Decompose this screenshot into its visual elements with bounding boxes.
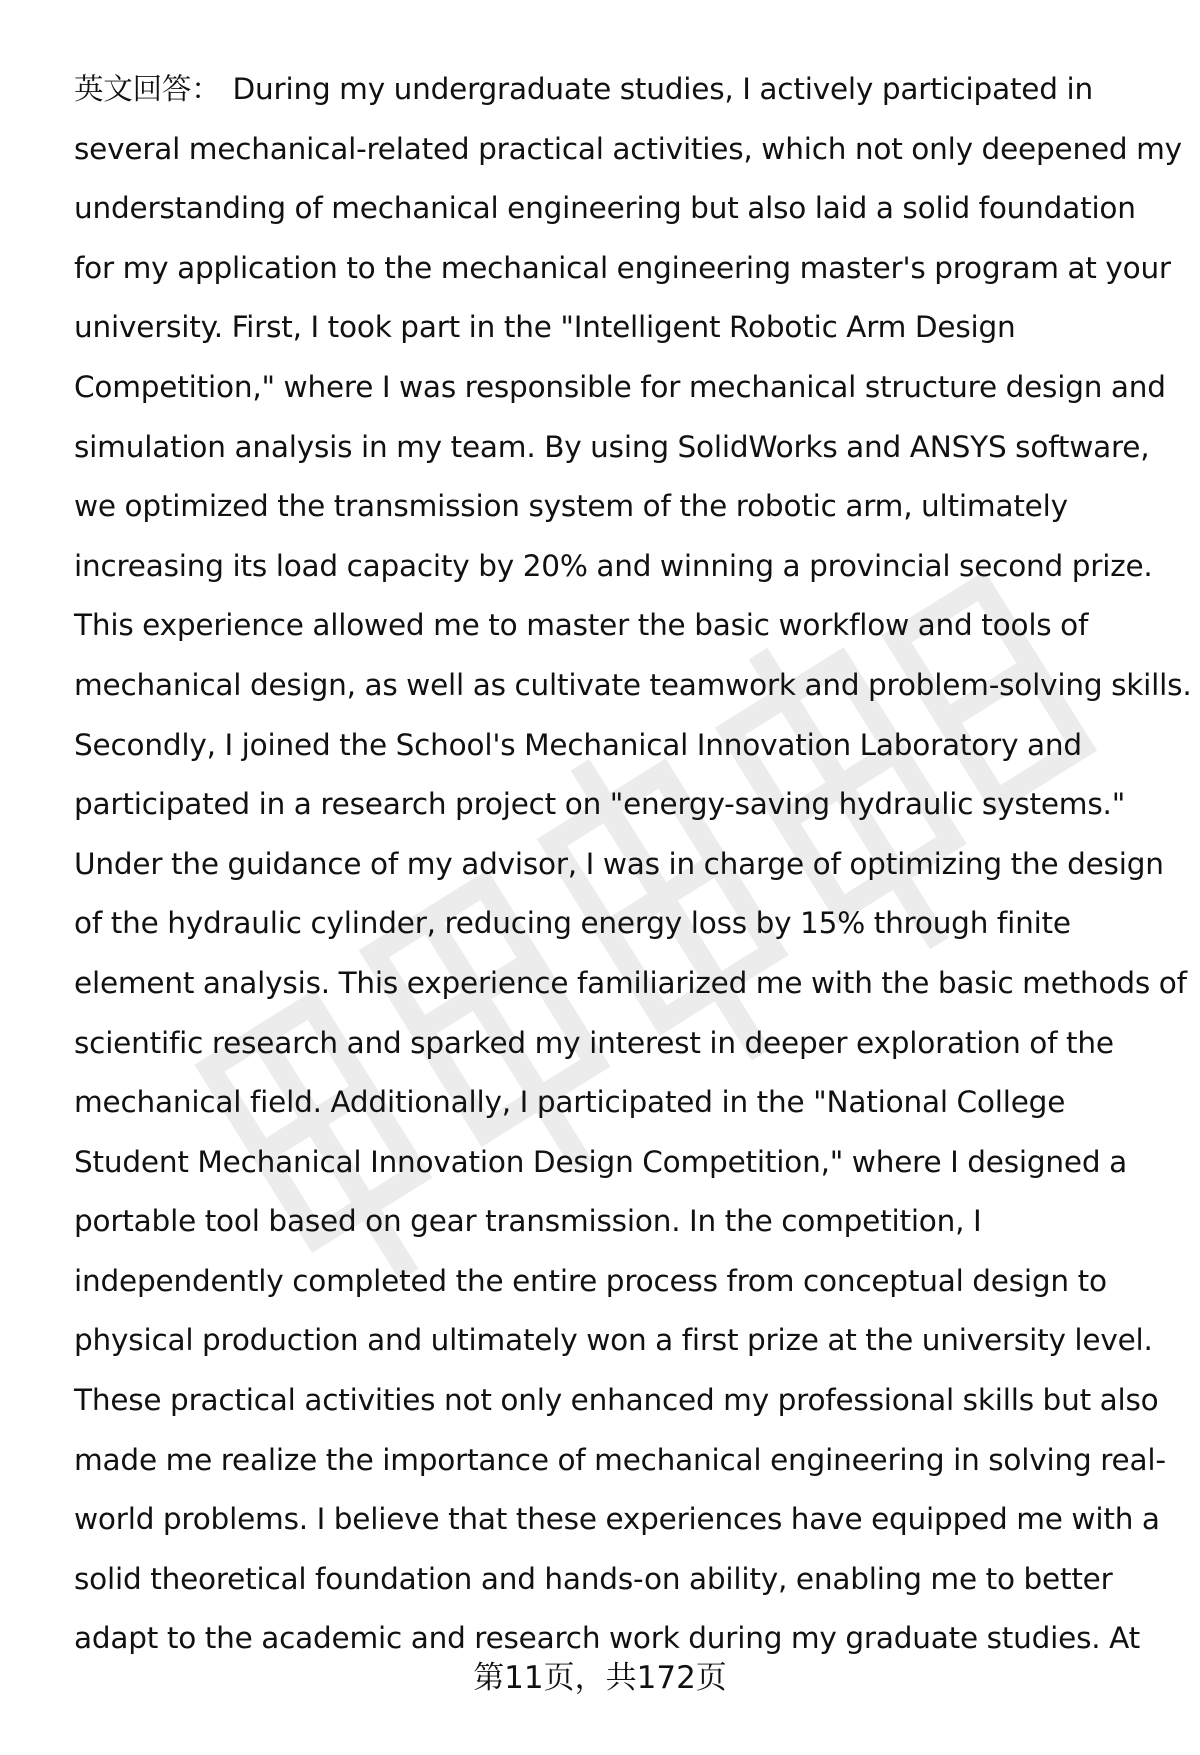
answer-paragraph bbox=[74, 60, 1192, 1669]
text-line: Competition," where I was responsible for mechanical structure design and bbox=[74, 369, 1166, 404]
text-line: made me realize the importance of mechanical engineering in solving real- bbox=[74, 1442, 1166, 1477]
text-line: element analysis. This experience familiarized me with the basic methods of bbox=[74, 965, 1187, 1000]
text-line: world problems. I believe that these experiences have equipped me with a bbox=[74, 1502, 1160, 1537]
answer-label: 英文回答： bbox=[74, 72, 221, 106]
text-line: portable tool based on gear transmission. In the competition, I bbox=[74, 1204, 982, 1239]
text-line: Student Mechanical Innovation Design Competition," where I designed a bbox=[74, 1144, 1127, 1179]
text-line: several mechanical-related practical activities, which not only deepened my bbox=[74, 131, 1182, 166]
text-line: simulation analysis in my team. By using SolidWorks and ANSYS software, bbox=[74, 429, 1150, 464]
text-line: This experience allowed me to master the basic workflow and tools of bbox=[74, 608, 1089, 643]
text-line: physical production and ultimately won a first prize at the university level. bbox=[74, 1323, 1153, 1358]
text-line: for my application to the mechanical engineering master's program at your bbox=[74, 250, 1171, 285]
text-line: of the hydraulic cylinder, reducing energy loss by 15% through finite bbox=[74, 906, 1071, 941]
text-line: adapt to the academic and research work during my graduate studies. At bbox=[74, 1621, 1140, 1656]
text-line: increasing its load capacity by 20% and winning a provincial second prize. bbox=[74, 548, 1153, 583]
text-line: mechanical design, as well as cultivate teamwork and problem-solving skills. bbox=[74, 667, 1192, 702]
page-number-footer: 第11页，共172页 bbox=[473, 1660, 727, 1696]
text-line bbox=[74, 60, 1164, 120]
text-line: scientific research and sparked my interest in deeper exploration of the bbox=[74, 1025, 1114, 1060]
text-line: independently completed the entire process from conceptual design to bbox=[74, 1263, 1107, 1298]
text-line: Under the guidance of my advisor, I was in charge of optimizing the design bbox=[74, 846, 1164, 881]
text-line: mechanical field. Additionally, I participated in the "National College bbox=[74, 1085, 1066, 1120]
text-line: participated in a research project on "energy-saving hydraulic systems." bbox=[74, 787, 1126, 822]
text-line: we optimized the transmission system of the robotic arm, ultimately bbox=[74, 489, 1068, 524]
text-line: university. First, I took part in the "Intelligent Robotic Arm Design bbox=[74, 310, 1016, 345]
text-line-content: During my undergraduate studies, I actively participated in bbox=[232, 72, 1093, 106]
text-line: understanding of mechanical engineering but also laid a solid foundation bbox=[74, 191, 1136, 226]
text-line: Secondly, I joined the School's Mechanical Innovation Laboratory and bbox=[74, 727, 1082, 762]
text-line: solid theoretical foundation and hands-on ability, enabling me to better bbox=[74, 1561, 1113, 1596]
text-line: These practical activities not only enhanced my professional skills but also bbox=[74, 1383, 1159, 1418]
